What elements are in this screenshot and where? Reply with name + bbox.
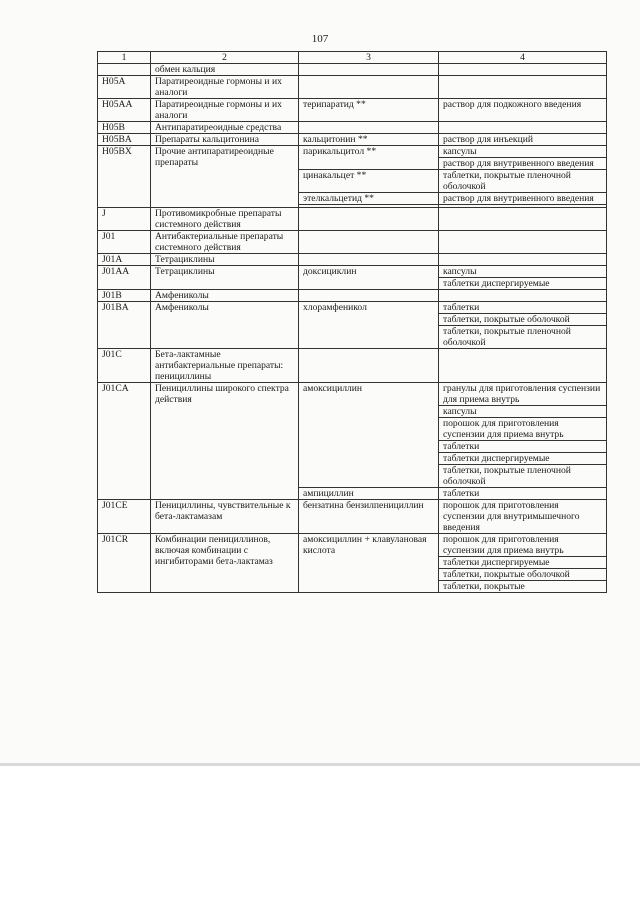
dosage-form: таблетки, покрытые (439, 581, 607, 593)
atc-code: H05AA (98, 99, 151, 122)
header-col-1: 1 (98, 52, 151, 64)
atc-code: H05B (98, 122, 151, 134)
header-row (98, 52, 607, 64)
table-row (98, 76, 607, 99)
atc-name: Паратиреоидные гормоны и их аналоги (151, 76, 299, 99)
atc-code: J01C (98, 349, 151, 383)
scan-bottom-edge (0, 763, 640, 766)
dosage-form: таблетки (439, 488, 607, 500)
atc-name: Антипаратиреоидные средства (151, 122, 299, 134)
atc-name: Тетрациклины (151, 266, 299, 290)
atc-name: Прочие антипаратиреоидные препараты (151, 146, 299, 208)
atc-code: J01A (98, 254, 151, 266)
table-row (98, 302, 607, 314)
dosage-form: таблетки, покрытые пленочной оболочкой (439, 170, 607, 193)
atc-code: J01BA (98, 302, 151, 349)
atc-name: Пенициллины широкого спектра действия (151, 383, 299, 500)
drug-name: терипаратид ** (299, 99, 439, 122)
drug-name: ампициллин (299, 488, 439, 500)
table-row (98, 134, 607, 146)
dosage-form: раствор для внутривенного введения (439, 158, 607, 170)
drug-name: доксициклин (299, 266, 439, 290)
atc-code: J01CR (98, 534, 151, 593)
atc-code: J01 (98, 231, 151, 254)
dosage-form: таблетки диспергируемые (439, 453, 607, 465)
drug-name: кальцитонин ** (299, 134, 439, 146)
dosage-form: капсулы (439, 146, 607, 158)
dosage-form: таблетки, покрытые пленочной оболочкой (439, 465, 607, 488)
atc-name: Амфениколы (151, 290, 299, 302)
dosage-form: гранулы для приготовления суспензии для приема внутрь (439, 383, 607, 406)
drug-name: этелкальцетид ** (299, 193, 439, 205)
atc-code: J01CA (98, 383, 151, 500)
table-row (98, 266, 607, 278)
atc-code: H05A (98, 76, 151, 99)
table-row (98, 146, 607, 158)
atc-name: Комбинации пенициллинов, включая комбинации с ингибиторами бета-лактамаз (151, 534, 299, 593)
dosage-form: порошок для приготовления суспензии для приема внутрь (439, 418, 607, 441)
dosage-form: капсулы (439, 266, 607, 278)
dosage-form: таблетки, покрытые оболочкой (439, 314, 607, 326)
table-row (98, 231, 607, 254)
dosage-form: раствор для внутривенного введения (439, 193, 607, 205)
drug-name: бензатина бензилпенициллин (299, 500, 439, 534)
dosage-form: порошок для приготовления суспензии для приема внутрь (439, 534, 607, 557)
table-row (98, 208, 607, 231)
table-row (98, 349, 607, 383)
atc-name: Паратиреоидные гормоны и их аналоги (151, 99, 299, 122)
atc-name: Антибактериальные препараты системного действия (151, 231, 299, 254)
dosage-form: таблетки (439, 441, 607, 453)
atc-name: Тетрациклины (151, 254, 299, 266)
atc-code: J01CE (98, 500, 151, 534)
atc-name: Пенициллины, чувствительные к бета-лактамазам (151, 500, 299, 534)
atc-code: J01B (98, 290, 151, 302)
atc-code: H05BA (98, 134, 151, 146)
table-row (98, 122, 607, 134)
atc-name: Бета-лактамные антибактериальные препараты: пенициллины (151, 349, 299, 383)
drug-name: амоксициллин + клавулановая кислота (299, 534, 439, 593)
header-col-4: 4 (439, 52, 607, 64)
atc-name: обмен кальция (151, 64, 299, 76)
dosage-form: таблетки диспергируемые (439, 278, 607, 290)
drug-name: парикальцитол ** (299, 146, 439, 170)
dosage-form: порошок для приготовления суспензии для внутримышечного введения (439, 500, 607, 534)
atc-code: H05BX (98, 146, 151, 208)
drug-name: хлорамфеникол (299, 302, 439, 349)
atc-name: Амфениколы (151, 302, 299, 349)
table-row (98, 254, 607, 266)
table-row (98, 290, 607, 302)
header-col-2: 2 (151, 52, 299, 64)
dosage-form: раствор для инъекций (439, 134, 607, 146)
atc-name: Препараты кальцитонина (151, 134, 299, 146)
table-row (98, 99, 607, 122)
header-col-3: 3 (299, 52, 439, 64)
dosage-form: таблетки, покрытые оболочкой (439, 569, 607, 581)
dosage-form: капсулы (439, 406, 607, 418)
dosage-form: таблетки, покрытые пленочной оболочкой (439, 326, 607, 349)
dosage-form: таблетки диспергируемые (439, 557, 607, 569)
table-row (98, 64, 607, 76)
drug-name: амоксициллин (299, 383, 439, 488)
dosage-form: таблетки (439, 302, 607, 314)
drug-table (97, 51, 607, 593)
table-row (98, 534, 607, 557)
atc-name: Противомикробные препараты системного действия (151, 208, 299, 231)
atc-code: J (98, 208, 151, 231)
dosage-form: раствор для подкожного введения (439, 99, 607, 122)
drug-name: цинакальцет ** (299, 170, 439, 193)
table-row (98, 500, 607, 534)
table-row (98, 383, 607, 406)
atc-code: J01AA (98, 266, 151, 290)
page-number: 107 (311, 33, 329, 45)
